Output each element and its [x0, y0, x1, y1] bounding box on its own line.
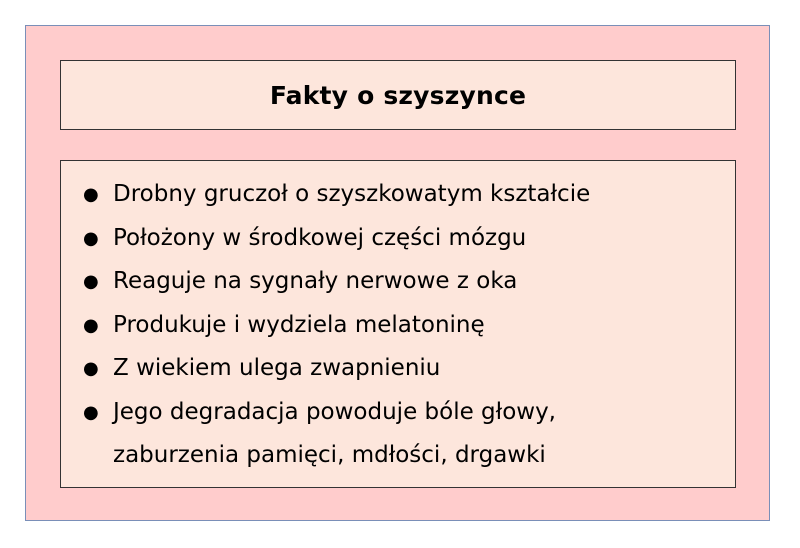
- bullet-icon: ●: [83, 358, 99, 379]
- bullet-icon: ●: [83, 401, 99, 423]
- fact-text: Z wiekiem ulega zwapnieniu: [113, 355, 441, 381]
- list-item: [83, 217, 725, 261]
- bullet-icon: ●: [83, 314, 99, 336]
- bullet-icon: ●: [83, 184, 99, 205]
- title-box: [60, 60, 736, 130]
- list-item: [83, 173, 725, 217]
- facts-box: [60, 160, 736, 488]
- list-item: [83, 347, 725, 391]
- facts-list: [83, 173, 725, 478]
- fact-text: Drobny gruczoł o szyszkowatym kształcie: [113, 181, 591, 207]
- page-title: Fakty o szyszynce: [269, 80, 527, 110]
- list-item: [83, 304, 725, 348]
- bullet-icon: ●: [83, 227, 99, 249]
- fact-text: Reaguje na sygnały nerwowe z oka: [113, 268, 518, 294]
- list-item: [83, 391, 725, 478]
- list-item: [83, 260, 725, 304]
- fact-text: Położony w środkowej części mózgu: [113, 224, 527, 251]
- bullet-icon: ●: [83, 271, 99, 292]
- fact-text: Produkuje i wydziela melatoninę: [113, 311, 485, 338]
- fact-text: Jego degradacja powoduje bóle głowy, zaburzenia pamięci, mdłości, drgawki: [113, 398, 556, 468]
